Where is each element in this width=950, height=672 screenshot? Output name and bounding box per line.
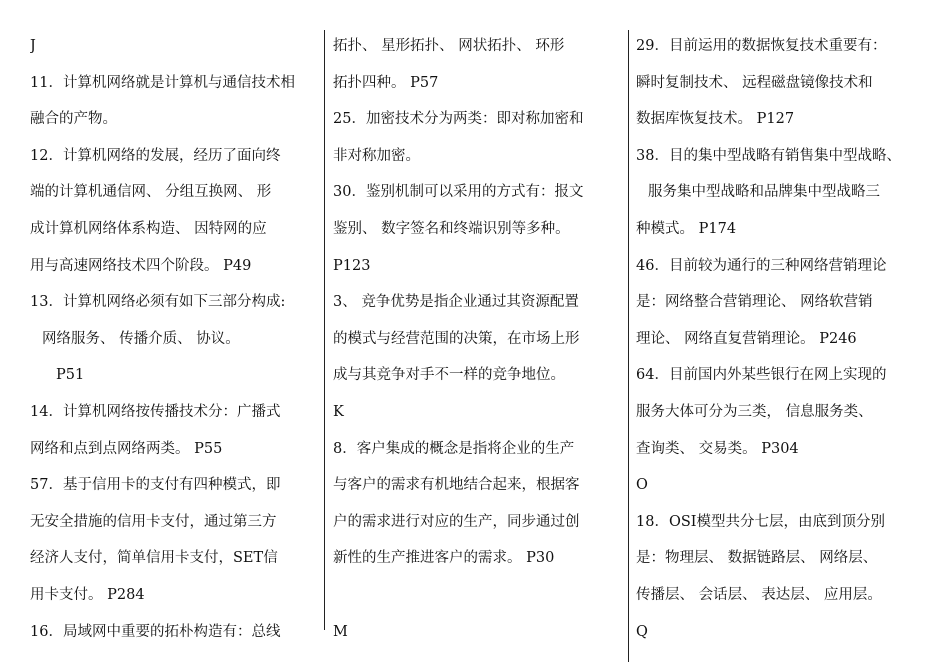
text-line: 理论、 网络直复营销理论。 P246 bbox=[636, 330, 857, 347]
text-line: 网络服务、 传播介质、 协议。 bbox=[42, 330, 240, 347]
text-line: 非对称加密。 bbox=[333, 147, 420, 164]
text-line: 端的计算机通信网、 分组互换网、 形 bbox=[30, 184, 272, 201]
text-line: Q bbox=[636, 623, 648, 640]
text-line: 16．局域网中重要的拓朴构造有：总线 bbox=[30, 623, 281, 640]
text-line: 用卡支付。 P284 bbox=[30, 586, 145, 603]
text-line: O bbox=[636, 477, 648, 494]
text-line: 融合的产物。 bbox=[30, 111, 117, 128]
text-line: 无安全措施的信用卡支付，通过第三方 bbox=[30, 513, 277, 530]
text-line: 12．计算机网络的发展，经历了面向终 bbox=[30, 147, 281, 164]
text-line: 拓扑、 星形拓扑、 网状拓扑、 环形 bbox=[333, 38, 565, 54]
text-line: 网络和点到点网络两类。 P55 bbox=[30, 440, 223, 457]
text-line: 传播层、 会话层、 表达层、 应用层。 bbox=[636, 586, 882, 603]
text-column-3 bbox=[636, 28, 936, 668]
text-line: 13．计算机网络必须有如下三部分构成: bbox=[30, 294, 286, 311]
text-line: 服务大体可分为三类， 信息服务类、 bbox=[636, 403, 873, 420]
text-line: 与客户的需求有机地结合起来，根据客 bbox=[333, 477, 580, 494]
text-line: 64．目前国内外某些银行在网上实现的 bbox=[636, 367, 887, 384]
text-line: 拓扑四种。 P57 bbox=[333, 74, 439, 91]
text-line: 的模式与经营范围的决策，在市场上形 bbox=[333, 330, 580, 347]
text-line: 户的需求进行对应的生产，同步通过创 bbox=[333, 513, 580, 530]
text-column-1 bbox=[30, 28, 324, 668]
text-line: 25．加密技术分为两类：即对称加密和 bbox=[333, 111, 584, 128]
text-line: 30．鉴别机制可以采用的方式有：报文 bbox=[333, 184, 584, 201]
text-line: 成计算机网络体系构造、 因特网的应 bbox=[30, 220, 267, 237]
text-line: 46．目前较为通行的三种网络营销理论 bbox=[636, 257, 887, 274]
text-line: J bbox=[30, 38, 36, 54]
text-line: 3、 竞争优势是指企业通过其资源配置 bbox=[333, 294, 579, 311]
column-divider-1 bbox=[324, 30, 325, 630]
text-line: 8．客户集成的概念是指将企业的生产 bbox=[333, 440, 575, 457]
text-line: 29．目前运用的数据恢复技术重要有： bbox=[636, 38, 887, 54]
text-line: 成与其竞争对手不一样的竞争地位。 bbox=[333, 367, 565, 384]
text-line: P123 bbox=[333, 257, 371, 274]
text-line: 11．计算机网络就是计算机与通信技术相 bbox=[30, 74, 295, 91]
text-line: 是：物理层、 数据链路层、 网络层、 bbox=[636, 550, 878, 567]
text-line: 种模式。 P174 bbox=[636, 220, 737, 237]
text-line: 数据库恢复技术。 P127 bbox=[636, 111, 795, 128]
text-line: 经济人支付，简单信用卡支付，SET信 bbox=[30, 550, 278, 567]
text-line: 瞬时复制技术、 远程磁盘镜像技术和 bbox=[636, 74, 873, 91]
text-line bbox=[333, 577, 623, 614]
text-column-2 bbox=[333, 28, 623, 668]
text-line: 是：网络整合营销理论、 网络软营销 bbox=[636, 294, 873, 311]
text-line: P51 bbox=[56, 367, 85, 384]
text-line: 查询类、 交易类。 P304 bbox=[636, 440, 799, 457]
text-line: K bbox=[333, 403, 344, 420]
text-line: M bbox=[333, 623, 348, 640]
text-line: 57．基于信用卡的支付有四种模式，即 bbox=[30, 477, 281, 494]
text-line: 18．OSI模型共分七层，由底到顶分别 bbox=[636, 513, 885, 530]
text-line: 服务集中型战略和品牌集中型战略三 bbox=[648, 184, 880, 201]
column-divider-2 bbox=[628, 30, 629, 662]
text-line: 14．计算机网络按传播技术分：广播式 bbox=[30, 403, 281, 420]
text-line: 用与高速网络技术四个阶段。 P49 bbox=[30, 257, 252, 274]
text-line: 38．目的集中型战略有销售集中型战略、 bbox=[636, 147, 901, 164]
text-line: 新性的生产推进客户的需求。 P30 bbox=[333, 550, 555, 567]
text-line: 鉴别、 数字签名和终端识别等多种。 bbox=[333, 220, 570, 237]
